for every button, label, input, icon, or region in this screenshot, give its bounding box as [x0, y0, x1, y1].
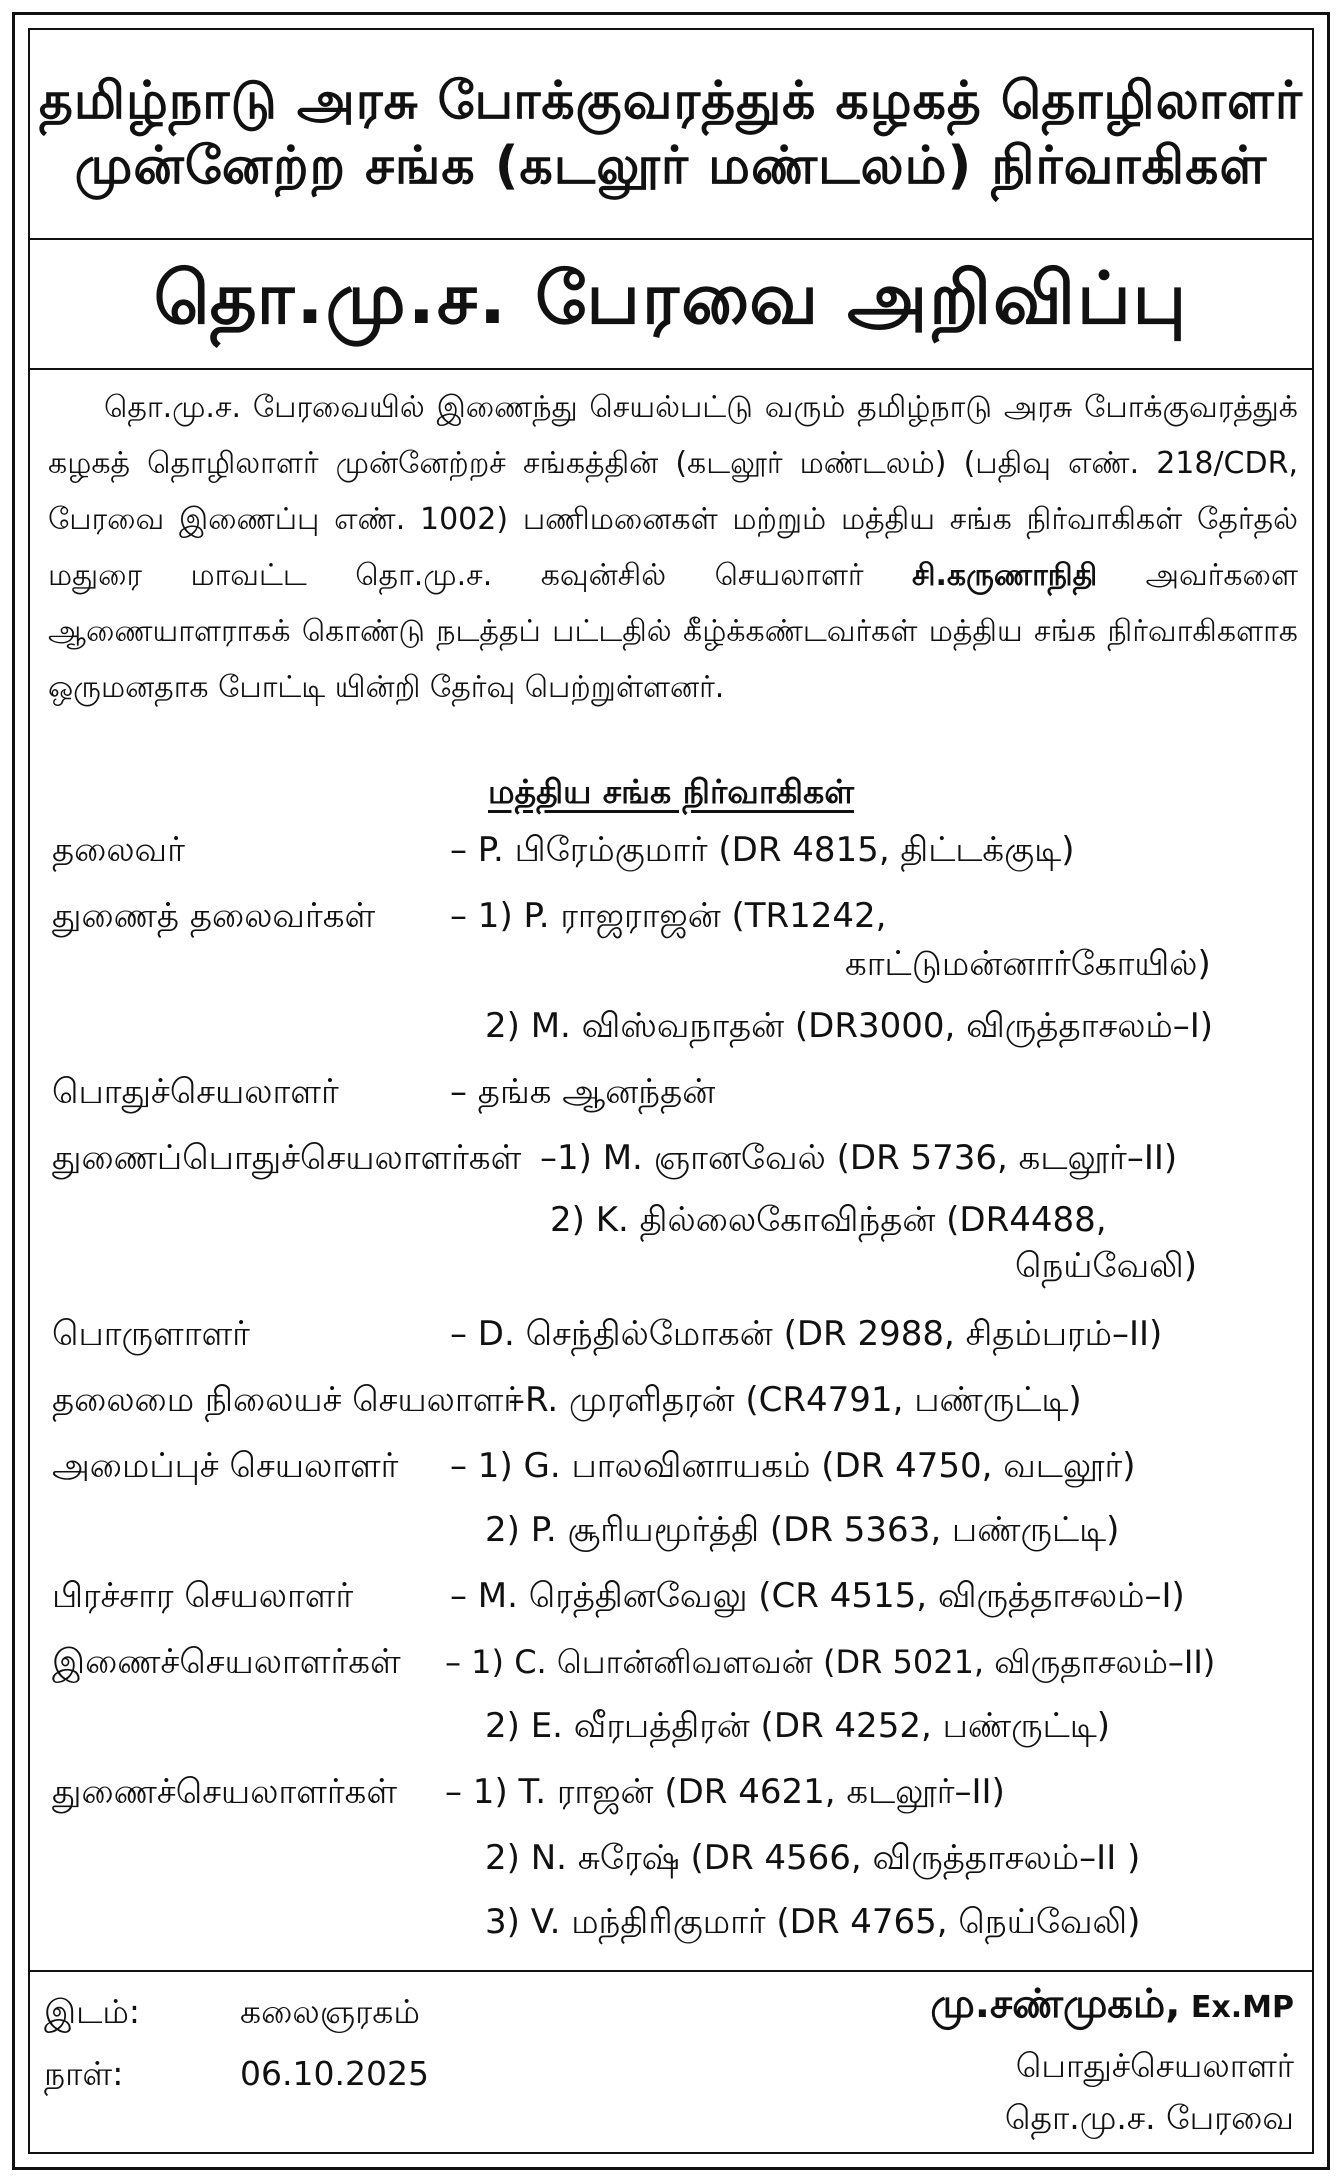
- officer-value-propaganda-secretary: – M. ரெத்தினவேலு (CR 4515, விருத்தாசலம்–I): [450, 1576, 1185, 1616]
- signatory: [930, 1982, 1294, 2030]
- officer-label-president: தலைவர்: [52, 830, 185, 870]
- officer-value-joint-secretary-2: 2) E. வீரபத்திரன் (DR 4252, பண்ருட்டி): [485, 1706, 1111, 1746]
- paragraph-part-1: தொ.மு.ச. பேரவையில் இணைந்து செயல்பட்டு வரும் தமிழ்நாடு அரசு போக்குவரத்துக் கழகத் தொழிலாளர் முன்னேற்றச் சங்கத்தின் (கடலூர் மண்டலம்) (பதிவு எண். 218/CDR, பேரவை இணைப்பு எண். 1002) பணிமனைகள் மற்றும் மத்திய சங்க நிர்வாகிகள் தேர்தல் மதுரை மாவட்ட தொ.மு.ச. கவுன்சில் செயலாளர்: [48, 390, 1298, 593]
- officer-value-president: – P. பிரேம்குமார் (DR 4815, திட்டக்குடி): [450, 830, 1075, 870]
- section-title-text: மத்திய சங்க நிர்வாகிகள்: [488, 772, 854, 811]
- officer-value-vice-president-2: 2) M. விஸ்வநாதன் (DR3000, விருத்தாசலம்–I): [485, 1006, 1214, 1046]
- section-title: [30, 772, 1312, 816]
- date-value: 06.10.2025: [240, 2054, 429, 2093]
- signatory-name: மு.சண்முகம்,: [930, 1981, 1181, 2027]
- officer-value-deputy-general-secretary-2: 2) K. தில்லைகோவிந்தன் (DR4488,: [550, 1200, 1107, 1240]
- officer-value-treasurer: – D. செந்தில்மோகன் (DR 2988, சிதம்பரம்–II): [450, 1314, 1163, 1354]
- officer-value-deputy-general-secretary-1: –1) M. ஞானவேல் (DR 5736, கடலூர்–II): [540, 1138, 1178, 1178]
- officer-value-deputy-general-secretary-2-place: நெய்வேலி): [1015, 1246, 1198, 1286]
- officer-label-general-secretary: பொதுச்செயலாளர்: [52, 1072, 339, 1112]
- officer-value-general-secretary: – தங்க ஆனந்தன்: [450, 1072, 716, 1112]
- officer-label-joint-secretaries: இணைச்செயலாளர்கள்: [52, 1642, 401, 1682]
- place-label: இடம்:: [44, 1992, 141, 2031]
- notice-paragraph: [48, 380, 1298, 716]
- officer-label-organising-secretaries: அமைப்புச் செயலாளர்: [52, 1446, 399, 1486]
- signatory-organisation: தொ.மு.ச. பேரவை: [1004, 2098, 1294, 2137]
- officer-label-treasurer: பொருளாளர்: [52, 1314, 250, 1354]
- title-band: [30, 238, 1312, 370]
- officer-label-vice-presidents: துணைத் தலைவர்கள்: [52, 896, 376, 936]
- officer-value-vice-president-1-place: காட்டுமன்னார்கோயில்): [845, 944, 1211, 984]
- header: [30, 30, 1312, 240]
- notice-title: தொ.மு.ச. பேரவை அறிவிப்பு: [153, 256, 1189, 340]
- officer-value-joint-secretary-1: – 1) C. பொன்னிவளவன் (DR 5021, விருதாசலம்–II): [445, 1643, 1216, 1681]
- officer-label-head-office-secretary: தலைமை நிலையச் செயலாளர்: [52, 1380, 522, 1420]
- officer-value-vice-president-1: – 1) P. ராஜராஜன் (TR1242,: [450, 896, 887, 936]
- header-line-1: தமிழ்நாடு அரசு போக்குவரத்துக் கழகத் தொழிலாளர்: [39, 71, 1303, 131]
- officer-label-deputy-general-secretaries: துணைப்பொதுச்செயலாளர்கள்: [52, 1138, 522, 1178]
- notice-document: [28, 28, 1314, 2154]
- header-line-2: முன்னேற்ற சங்க (கடலூர் மண்டலம்) நிர்வாகிகள்: [74, 136, 1268, 196]
- commissioner-name: சி.கருணாநிதி: [912, 558, 1098, 593]
- officer-value-deputy-secretary-2: 2) N. சுரேஷ் (DR 4566, விருத்தாசலம்–II ): [485, 1838, 1141, 1878]
- officer-value-deputy-secretary-1: – 1) T. ராஜன் (DR 4621, கடலூர்–II): [445, 1772, 1005, 1812]
- officer-value-organising-secretary-1: – 1) G. பாலவினாயகம் (DR 4750, வடலூர்): [450, 1446, 1136, 1486]
- date-label: நாள்:: [44, 2054, 124, 2093]
- officer-label-deputy-secretaries: துணைச்செயலாளர்கள்: [52, 1772, 398, 1812]
- officer-value-deputy-secretary-3: 3) V. மந்திரிகுமார் (DR 4765, நெய்வேலி): [485, 1902, 1141, 1942]
- officer-value-head-office-secretary: –R. முரளிதரன் (CR4791, பண்ருட்டி): [508, 1380, 1082, 1420]
- officer-value-organising-secretary-2: 2) P. சூரியமூர்த்தி (DR 5363, பண்ருட்டி): [485, 1510, 1120, 1550]
- footer: [30, 1970, 1312, 2156]
- officer-label-propaganda-secretary: பிரச்சார செயலாளர்: [52, 1576, 354, 1616]
- signatory-designation: பொதுச்செயலாளர்: [1015, 2046, 1294, 2085]
- place-value: கலைஞரகம்: [240, 1992, 420, 2031]
- paragraph-part-2: அவர்களை ஆணையாளராகக் கொண்டு நடத்தப் பட்டதில் கீழ்க்கண்டவர்கள் மத்திய சங்க நிர்வாகிகளாக ஒருமனதாக போட்டி யின்றி தேர்வு பெற்றுள்ளனர்.: [48, 558, 1298, 705]
- signatory-suffix: Ex.MP: [1190, 1990, 1294, 2025]
